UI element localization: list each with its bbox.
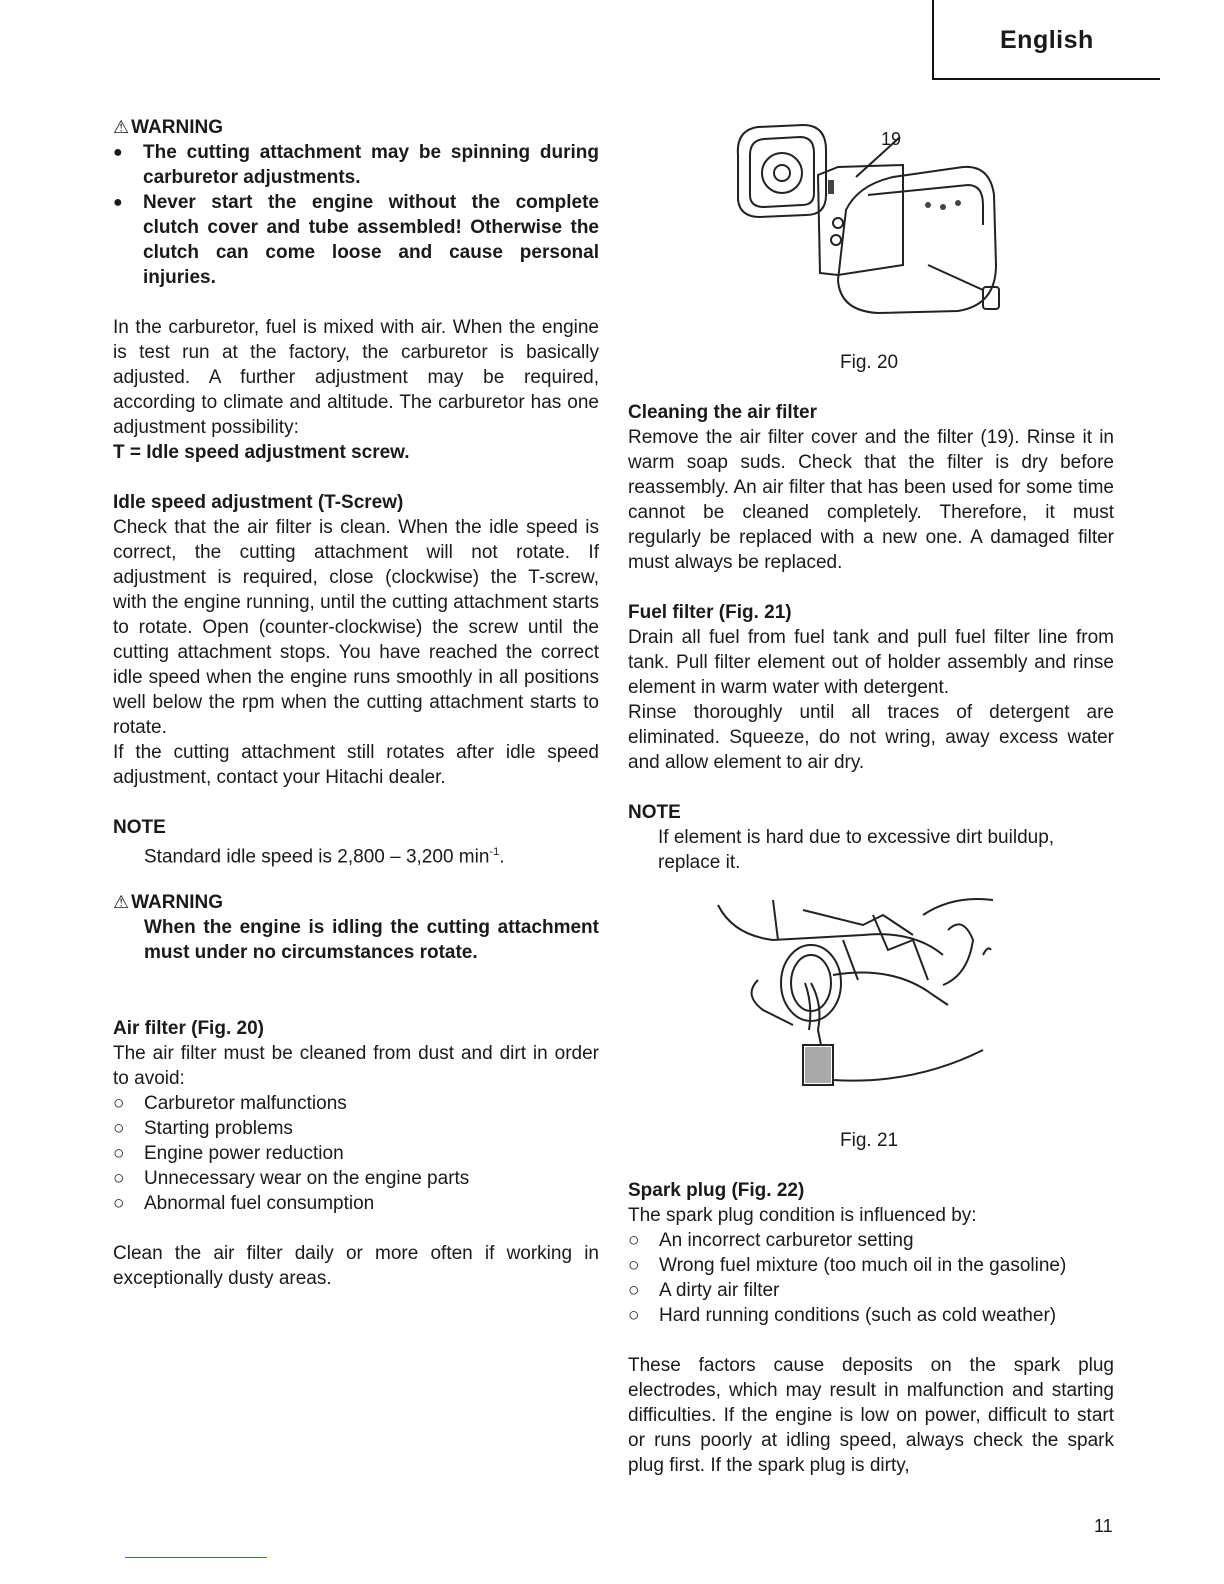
warning-text: When the engine is idling the cutting attachment must under no circumstances rotate.	[144, 917, 599, 963]
spark-plug-section	[628, 1178, 1114, 1478]
circle-bullet-icon: ○	[113, 1093, 125, 1114]
warning-triangle-icon: ⚠	[113, 117, 130, 137]
note-text: Standard idle speed is 2,800 – 3,200 $\min^{-1}$.	[144, 846, 505, 868]
warning-triangle-icon: ⚠	[113, 892, 130, 912]
intro-paragraph: In the carburetor, fuel is mixed with air. When the engine is test run at the factory, the carburetor is basically adjusted. A further adjustment may be required, according to climate and altitude. The carburetor has one adjustment possibility:	[113, 317, 599, 438]
circle-bullet-icon: ○	[628, 1305, 640, 1326]
carburetor-intro	[113, 315, 599, 465]
language-label: English	[1000, 26, 1094, 54]
fuel-filter-section	[628, 600, 1114, 775]
list-item: ○ A dirty air filter	[628, 1280, 780, 1301]
circle-bullet-icon: ○	[628, 1280, 640, 1301]
warning-block-2	[113, 890, 599, 965]
note-title: NOTE	[113, 817, 166, 838]
idle-speed-paragraph-2: If the cutting attachment still rotates after idle speed adjustment, contact your Hitachi dealer.	[113, 742, 599, 788]
list-item: ○ Unnecessary wear on the engine parts	[113, 1168, 470, 1189]
bullet-dot-icon: ●	[113, 194, 123, 211]
fuel-filter-paragraph-2: Rinse thoroughly until all traces of detergent are eliminated. Squeeze, do not wring, away excess water and allow element to air dry.	[628, 702, 1114, 773]
circle-bullet-icon: ○	[628, 1255, 640, 1276]
fuel-filter-paragraph: Drain all fuel from fuel tank and pull fuel filter line from tank. Pull filter element out of holder assembly and rinse element in warm water with detergent.	[628, 627, 1114, 698]
air-filter-paragraph: The air filter must be cleaned from dust and dirt in order to avoid:	[113, 1043, 599, 1089]
spark-plug-intro: The spark plug condition is influenced by:	[628, 1205, 977, 1226]
callout-number: 19	[881, 129, 902, 149]
note-block-right	[628, 800, 1114, 875]
warning-title: WARNING	[131, 117, 223, 138]
idle-speed-paragraph: Check that the air filter is clean. When the idle speed is correct, the cutting attachment will not rotate. If adjustment is required, close (clockwise) the T-screw, with the engine running, until the cutting attachment starts to rotate. Open (counter-clockwise) the screw until the cutting attachment stops. You have reached the correct idle speed when the engine runs smoothly in all positions well below the rpm when the cutting attachment starts to rotate.	[113, 517, 599, 738]
page-number: 11	[1094, 1516, 1113, 1536]
list-item: ○ Hard running conditions (such as cold weather)	[628, 1305, 1057, 1326]
section-heading: Spark plug (Fig. 22)	[628, 1180, 805, 1201]
circle-bullet-icon: ○	[113, 1193, 125, 1214]
warning-title: WARNING	[131, 892, 223, 913]
section-heading: Cleaning the air filter	[628, 402, 817, 423]
spark-plug-closing: These factors cause deposits on the spark plug electrodes, which may result in malfunction and starting difficulties. If the engine is low on power, difficult to start or runs poorly at idling speed, always check the spark plug first. If the spark plug is dirty,	[628, 1355, 1114, 1476]
circle-bullet-icon: ○	[113, 1168, 125, 1189]
t-screw-definition: T = Idle speed adjustment screw.	[113, 442, 410, 463]
bottom-rule	[125, 1557, 267, 1558]
circle-bullet-icon: ○	[113, 1118, 125, 1139]
section-heading: Fuel filter (Fig. 21)	[628, 602, 792, 623]
fig-20-caption: Fig. 20	[840, 352, 899, 373]
warning-block-1	[113, 115, 599, 290]
section-heading: Idle speed adjustment (T-Screw)	[113, 492, 404, 513]
warning-item: ● Never start the engine without the complete clutch cover and tube assembled! Otherwise the clutch can come loose and cause personal injuries.	[113, 192, 599, 288]
cleaning-air-filter-section	[628, 400, 1114, 575]
list-item: ○ An incorrect carburetor setting	[628, 1230, 914, 1251]
air-filter-section	[113, 1016, 599, 1291]
language-tab	[932, 0, 1160, 80]
note-title: NOTE	[628, 802, 681, 823]
warning-item: ● The cutting attachment may be spinning during carburetor adjustments.	[113, 142, 599, 188]
fuel-filter-illustration	[713, 895, 1013, 1095]
circle-bullet-icon: ○	[113, 1143, 125, 1164]
list-item: ○ Carburetor malfunctions	[113, 1093, 347, 1114]
cleaning-paragraph: Remove the air filter cover and the filter (19). Rinse it in warm soap suds. Check that the filter is dry before reassembly. An air filter that has been used for some time cannot be cleaned completely. Therefore, it must regularly be replaced with a new one. A damaged filter must always be replaced.	[628, 427, 1114, 573]
list-item: ○ Starting problems	[113, 1118, 293, 1139]
circle-bullet-icon: ○	[628, 1230, 640, 1251]
fig-21-caption: Fig. 21	[840, 1130, 899, 1151]
list-item: ○ Abnormal fuel consumption	[113, 1193, 375, 1214]
list-item: ○ Engine power reduction	[113, 1143, 344, 1164]
idle-speed-section	[113, 490, 599, 790]
air-filter-closing: Clean the air filter daily or more often if working in exceptionally dusty areas.	[113, 1243, 599, 1289]
bullet-dot-icon: ●	[113, 144, 123, 161]
note-block-left	[113, 815, 599, 869]
air-filter-illustration	[728, 115, 1028, 335]
list-item: ○ Wrong fuel mixture (too much oil in the gasoline)	[628, 1255, 1067, 1276]
note-text: If element is hard due to excessive dirt buildup, replace it.	[658, 827, 1055, 873]
section-heading: Air filter (Fig. 20)	[113, 1018, 264, 1039]
